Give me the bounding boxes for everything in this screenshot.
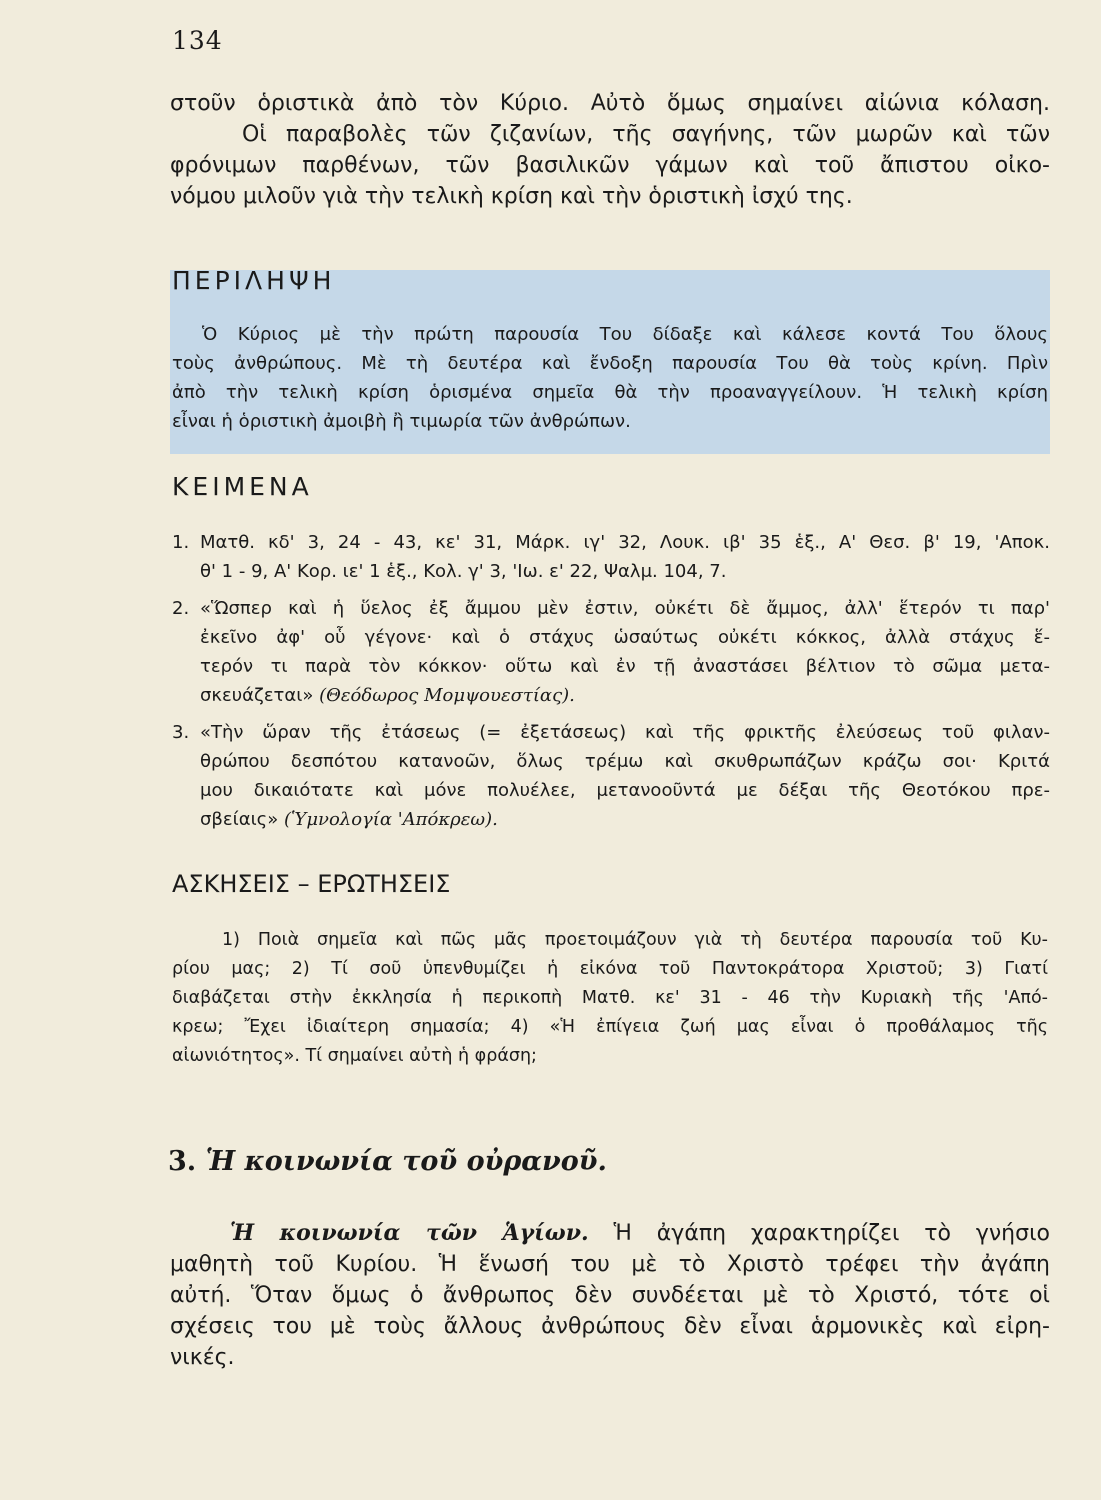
item-line: μου δικαιότατε καὶ μόνε πολυέλεε, μετανοοῦντά με δέξαι τῆς Θεοτόκου πρε- xyxy=(200,780,1050,801)
intro-line: νόμου μιλοῦν γιὰ τὴν τελικὴ κρίση καὶ τὴν ὁριστικὴ ἰσχύ της. xyxy=(170,184,853,209)
item-last-line xyxy=(200,681,1050,710)
text-item-3 xyxy=(172,718,1050,834)
body-line: μαθητὴ τοῦ Κυρίου. Ἡ ἕνωσή του μὲ τὸ Χριστὸ τρέφει τὴν ἀγάπη xyxy=(170,1252,1050,1277)
summary-line: εἶναι ἡ ὁριστικὴ ἀμοιβὴ ἢ τιμωρία τῶν ἀνθρώπων. xyxy=(172,411,631,432)
exercise-line: ρίου μας; 2) Τί σοῦ ὑπενθυμίζει ἡ εἰκόνα τοῦ Παντοκράτορα Χριστοῦ; 3) Γιατί xyxy=(172,959,1048,979)
item-last-line xyxy=(200,805,1050,834)
summary-line: τοὺς ἀνθρώπους. Μὲ τὴ δευτέρα καὶ ἔνδοξη παρουσία Του θὰ τοὺς κρίνη. Πρὶν xyxy=(172,353,1048,374)
body-paragraph xyxy=(170,1218,1050,1373)
exercise-line: κρεω; Ἔχει ἰδιαίτερη σημασία; 4) «Ἡ ἐπίγεια ζωή μας εἶναι ὁ προθάλαμος τῆς xyxy=(172,1017,1048,1037)
chapter-number: 3. xyxy=(168,1146,197,1177)
chapter-title xyxy=(168,1146,607,1177)
body-line: νικές. xyxy=(170,1345,235,1370)
lead-in: Ἡ κοινωνία τῶν Ἁγίων. xyxy=(230,1220,589,1246)
texts-heading: ΚΕΙΜΕΝΑ xyxy=(172,472,313,501)
text-item-2 xyxy=(172,594,1050,710)
citation: (Θεόδωρος Μομψουεστίας). xyxy=(319,685,575,706)
exercises-paragraph xyxy=(172,926,1048,1071)
item-line: ἐκεῖνο ἀφ' οὗ γέγονε· καὶ ὁ στάχυς ὡσαύτως οὐκέτι κόκκος, ἀλλὰ στάχυς ἕ- xyxy=(200,627,1050,648)
intro-line: στοῦν ὁριστικὰ ἀπὸ τὸν Κύριο. Αὐτὸ ὅμως σημαίνει αἰώνια κόλαση. xyxy=(170,91,1050,116)
exercise-line: διαβάζεται στὴν ἐκκλησία ἡ περικοπὴ Ματθ. κε' 31 - 46 τὴν Κυριακὴ τῆς 'Από- xyxy=(172,988,1048,1008)
item-number: 1. xyxy=(172,532,190,553)
item-number: 3. xyxy=(172,722,190,743)
summary-line: ἀπὸ τὴν τελικὴ κρίση ὁρισμένα σημεῖα θὰ τὴν προαναγγείλουν. Ἡ τελικὴ κρίση xyxy=(172,382,1048,403)
item-line-text: σβείαις» xyxy=(200,809,279,830)
item-line: τερόν τι παρὰ τὸν κόκκον· οὕτω καὶ ἐν τῇ ἀναστάσει βέλτιον τὸ σῶμα μετα- xyxy=(200,656,1050,677)
body-line-text: Ἡ ἀγάπη χαρακτηρίζει τὸ γνήσιο xyxy=(613,1221,1050,1246)
exercise-line: 1) Ποιὰ σημεῖα καὶ πῶς μᾶς προετοιμάζουν γιὰ τὴ δευτέρα παρουσία τοῦ Κυ- xyxy=(222,930,1048,950)
intro-paragraph xyxy=(170,88,1050,212)
page-number: 134 xyxy=(172,26,223,55)
citation: (Ὑμνολογία 'Απόκρεω). xyxy=(283,809,498,830)
body-line: αὐτή. Ὅταν ὅμως ὁ ἄνθρωπος δὲν συνδέεται μὲ τὸ Χριστό, τότε οἱ xyxy=(170,1283,1050,1308)
item-line: θρώπου δεσπότου κατανοῶν, ὅλως τρέμω καὶ σκυθρωπάζων κράζω σοι· Κριτά xyxy=(200,751,1050,772)
item-line: «Ὥσπερ καὶ ἡ ὕελος ἐξ ἄμμου μὲν ἐστιν, οὐκέτι δὲ ἄμμος, ἀλλ' ἕτερόν τι παρ' xyxy=(200,598,1050,619)
body-line: σχέσεις του μὲ τοὺς ἄλλους ἀνθρώπους δὲν εἶναι ἁρμονικὲς καὶ εἰρη- xyxy=(170,1314,1050,1339)
item-line: θ' 1 - 9, Α' Κορ. ιε' 1 ἑξ., Κολ. γ' 3, 'Ιω. ε' 22, Ψαλμ. 104, 7. xyxy=(200,561,727,582)
intro-line: φρόνιμων παρθένων, τῶν βασιλικῶν γάμων καὶ τοῦ ἄπιστου οἰκο- xyxy=(170,153,1050,178)
chapter-title-text: Ἡ κοινωνία τοῦ οὐρανοῦ. xyxy=(205,1146,607,1177)
texts-list xyxy=(172,528,1050,842)
summary-heading: ΠΕΡΙΛΗΨΗ xyxy=(172,266,336,295)
summary-paragraph xyxy=(172,320,1048,436)
body-first-line xyxy=(170,1218,1050,1249)
item-line: Ματθ. κδ' 3, 24 - 43, κε' 31, Μάρκ. ιγ' 32, Λουκ. ιβ' 35 ἑξ., Α' Θεσ. β' 19, 'Αποκ. xyxy=(200,532,1050,553)
item-number: 2. xyxy=(172,598,190,619)
intro-line: Οἱ παραβολὲς τῶν ζιζανίων, τῆς σαγήνης, τῶν μωρῶν καὶ τῶν xyxy=(242,122,1050,147)
exercises-heading: ΑΣΚΗΣΕΙΣ – ΕΡΩΤΗΣΕΙΣ xyxy=(172,870,451,898)
exercise-line: αἰωνιότητος». Τί σημαίνει αὐτὴ ἡ φράση; xyxy=(172,1046,537,1066)
item-line-text: σκευάζεται» xyxy=(200,685,314,706)
summary-line: Ὁ Κύριος μὲ τὴν πρώτη παρουσία Του δίδαξε καὶ κάλεσε κοντά Του ὅλους xyxy=(202,324,1048,345)
text-item-1 xyxy=(172,528,1050,586)
item-line: «Τὴν ὥραν τῆς ἐτάσεως (= ἐξετάσεως) καὶ τῆς φρικτῆς ἐλεύσεως τοῦ φιλαν- xyxy=(200,722,1050,743)
